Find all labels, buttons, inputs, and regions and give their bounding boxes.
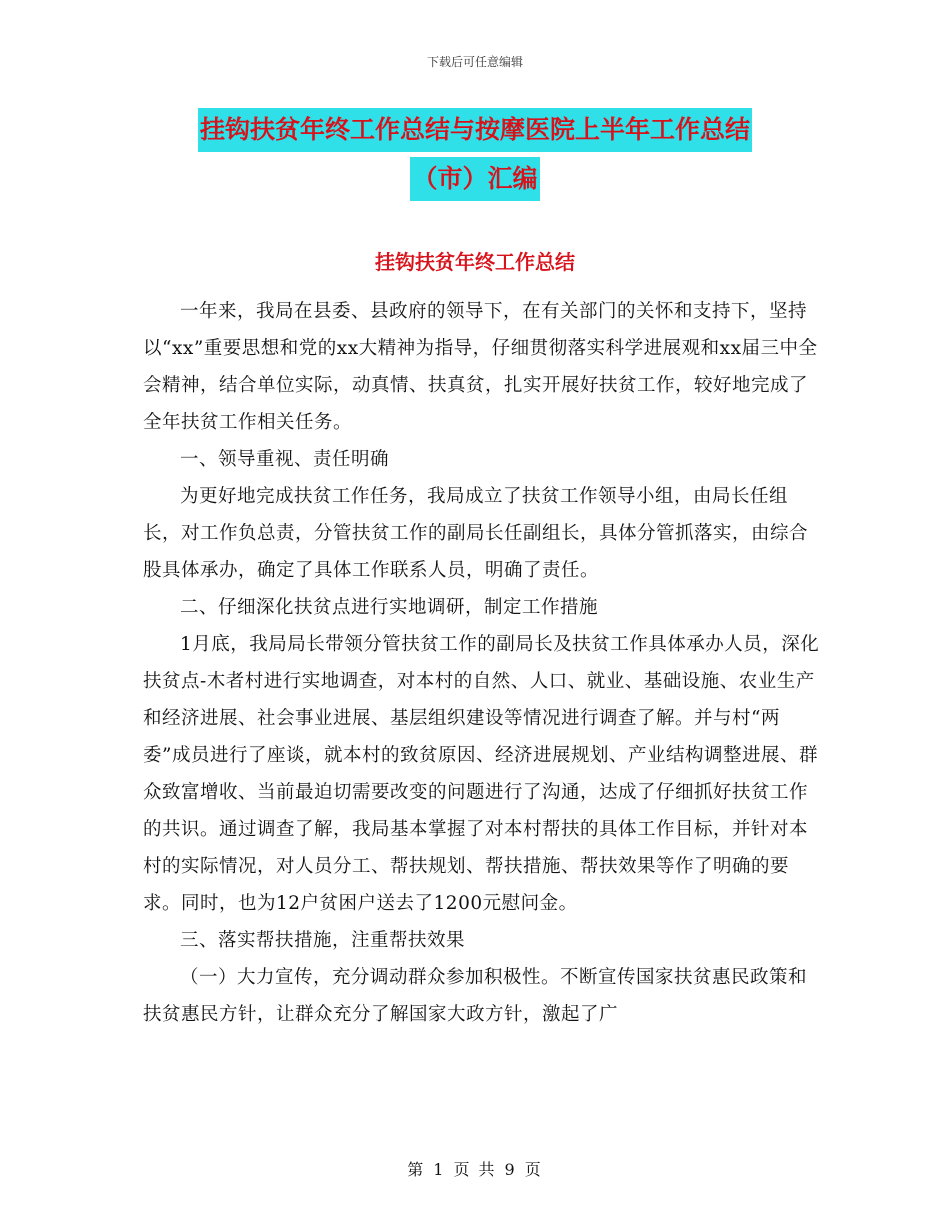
page-label-mid: 页 共	[453, 1160, 497, 1179]
page-label-suffix: 页	[524, 1160, 543, 1179]
heading-3: 三、落实帮扶措施，注重帮扶效果	[180, 930, 466, 951]
page-footer	[0, 1157, 950, 1180]
document-title	[100, 108, 850, 201]
paragraph-2: 1月底，我局局长带领分管扶贫工作的副局长及扶贫工作具体承办人员，深化扶贫点-木者村进行实地调查，对本村的自然、人口、就业、基础设施、农业生产和经济进展、社会事业进展、基层组织建设等情况进行调查了解。并与村“两委”成员进行了座谈，就本村的致贫原因、经济进展规划、产业结构调整进展、群众致富增收、当前最迫切需要改变的问题进行了沟通，达成了仔细抓好扶贫工作的共识。通过调查了解，我局基本掌握了对本村帮扶的具体工作目标，并针对本村的实际情况，对人员分工、帮扶规划、帮扶措施、帮扶效果等作了明确的要求。同时，也为12户贫困户送去了1200元慰问金。	[143, 634, 820, 914]
paragraph-1: 为更好地完成扶贫工作任务，我局成立了扶贫工作领导小组，由局长任组长，对工作负总责，分管扶贫工作的副局长任副组长，具体分管抓落实，由综合股具体承办，确定了具体工作联系人员，明确了责任。	[143, 486, 809, 581]
document-body	[143, 293, 823, 1033]
header-note: 下载后可任意编辑	[426, 55, 523, 69]
title-line-1: 挂钩扶贫年终工作总结与按摩医院上半年工作总结	[198, 108, 752, 152]
title-line-2: （市）汇编	[410, 157, 539, 201]
page-current: 1	[433, 1160, 446, 1179]
section-title: 挂钩扶贫年终工作总结	[375, 250, 575, 274]
paragraph-3: （一）大力宣传，充分调动群众参加积极性。不断宣传国家扶贫惠民政策和扶贫惠民方针，让群众充分了解国家大政方针，激起了广	[143, 967, 808, 1025]
heading-1: 一、领导重视、责任明确	[180, 449, 390, 470]
heading-2: 二、仔细深化扶贫点进行实地调研，制定工作措施	[180, 597, 599, 618]
paragraph-intro: 一年来，我局在县委、县政府的领导下，在有关部门的关怀和支持下，坚持以“xx”重要思想和党的xx大精神为指导，仔细贯彻落实科学进展观和xx届三中全会精神，结合单位实际，动真情、扶真贫，扎实开展好扶贫工作，较好地完成了全年扶贫工作相关任务。	[143, 301, 818, 433]
page-label-prefix: 第	[407, 1160, 426, 1179]
page-total: 9	[504, 1160, 517, 1179]
